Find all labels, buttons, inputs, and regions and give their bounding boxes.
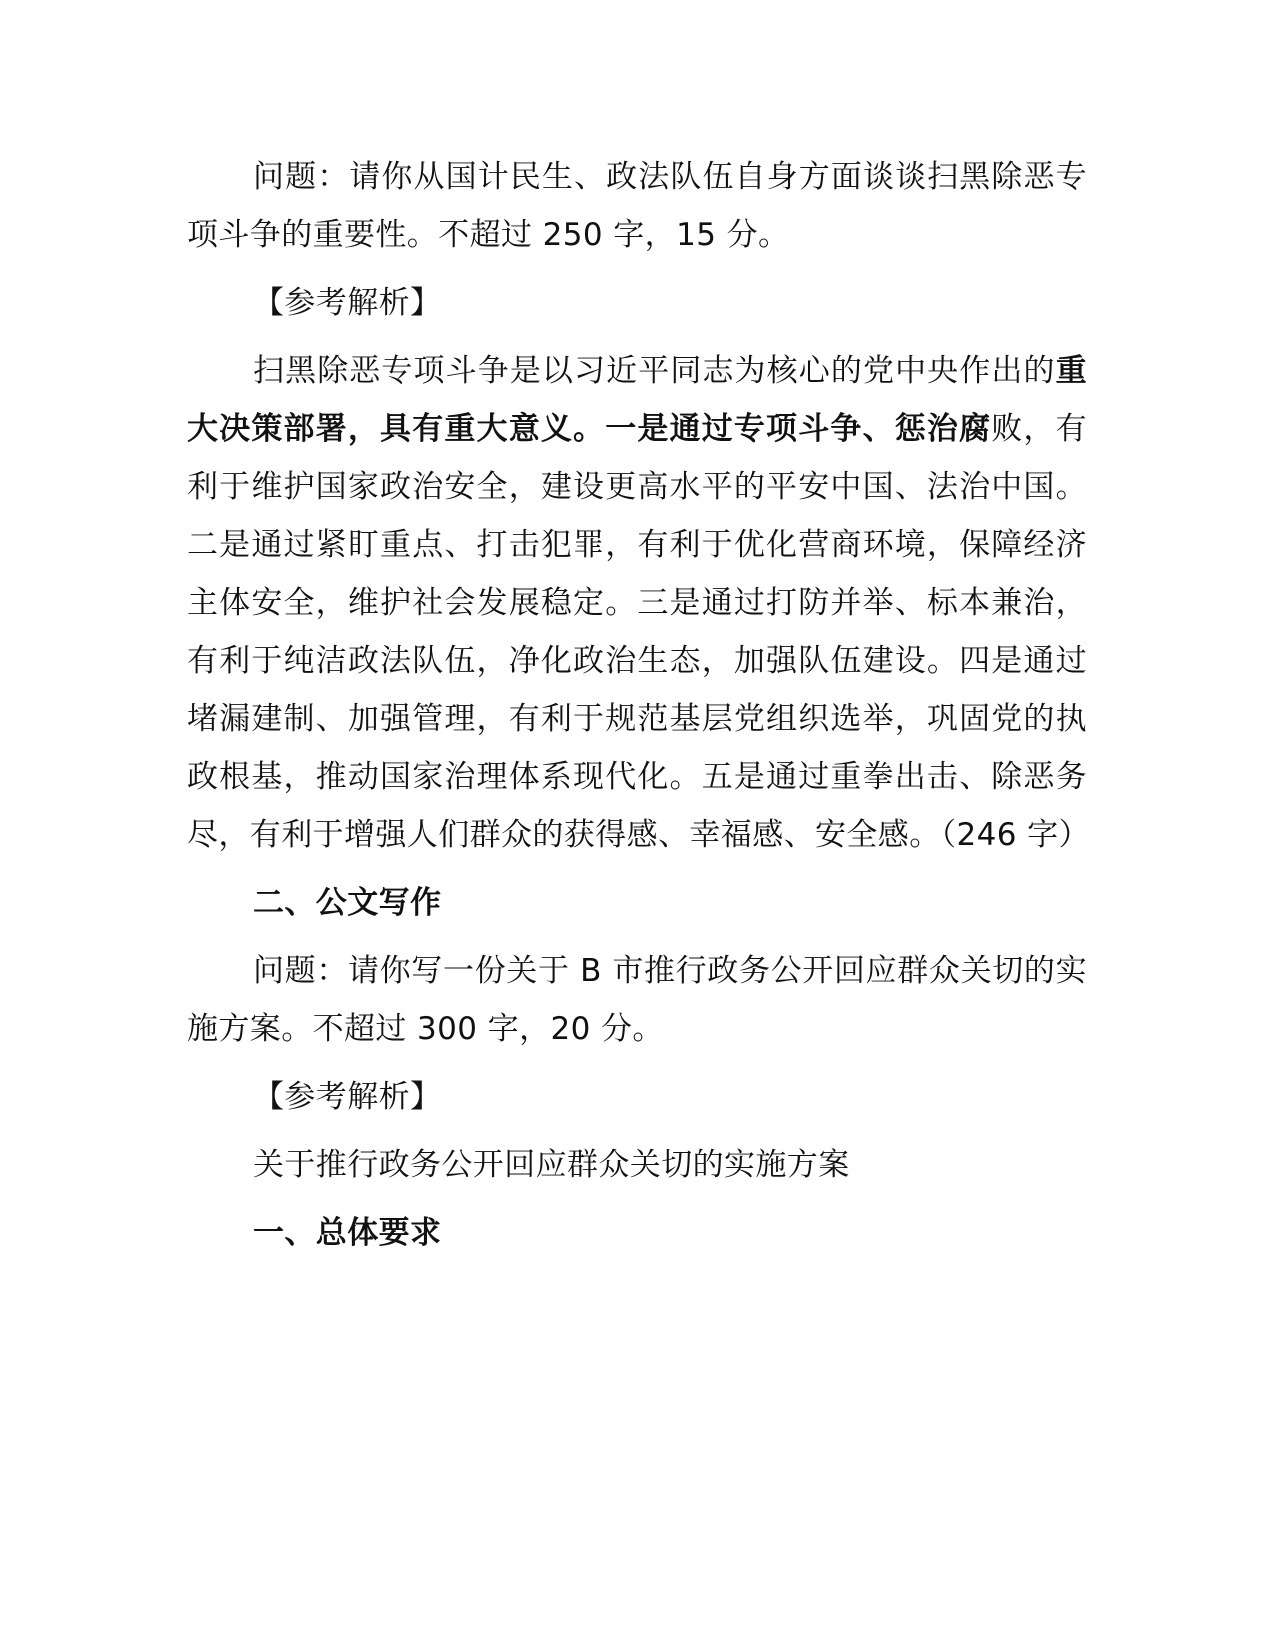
question-2: 问题：请你写一份关于 B 市推行政务公开回应群众关切的实施方案。不超过 300 字，20 分。 [187,953,1087,1047]
answer-1 [187,342,1090,864]
answer-1-lead: 扫黑除恶专项斗争是以习近平同志为核心的党中央作出的 [253,353,1056,389]
section-2-heading: 二、公文写作 [253,885,442,921]
reference-heading-2: 【参考解析】 [253,1079,442,1115]
plan-title: 关于推行政务公开回应群众关切的实施方案 [253,1147,850,1183]
answer-1-rest: 败，有利于维护国家政治安全，建设更高水平的平安中国、法治中国。二是通过紧盯重点、打击犯罪，有利于优化营商环境，保障经济主体安全，维护社会发展稳定。三是通过打防并举、标本兼治，有利于纯洁政法队伍，净化政治生态，加强队伍建设。四是通过堵漏建制、加强管理，有利于规范基层党组织选举，巩固党的执政根基，推动国家治理体系现代化。五是通过重拳出击、除恶务尽，有利于增强人们群众的获得感、幸福感、安全感。（246 字） [187,411,1090,853]
document-page [187,148,1090,1272]
answer-1-bold: 重大决策部署，具有重大意义。一是通过专项斗争、惩治腐 [187,353,1087,447]
reference-heading-1: 【参考解析】 [253,285,442,321]
plan-section-1: 一、总体要求 [253,1215,442,1251]
question-1: 问题：请你从国计民生、政法队伍自身方面谈谈扫黑除恶专项斗争的重要性。不超过 250 字，15 分。 [187,159,1087,253]
